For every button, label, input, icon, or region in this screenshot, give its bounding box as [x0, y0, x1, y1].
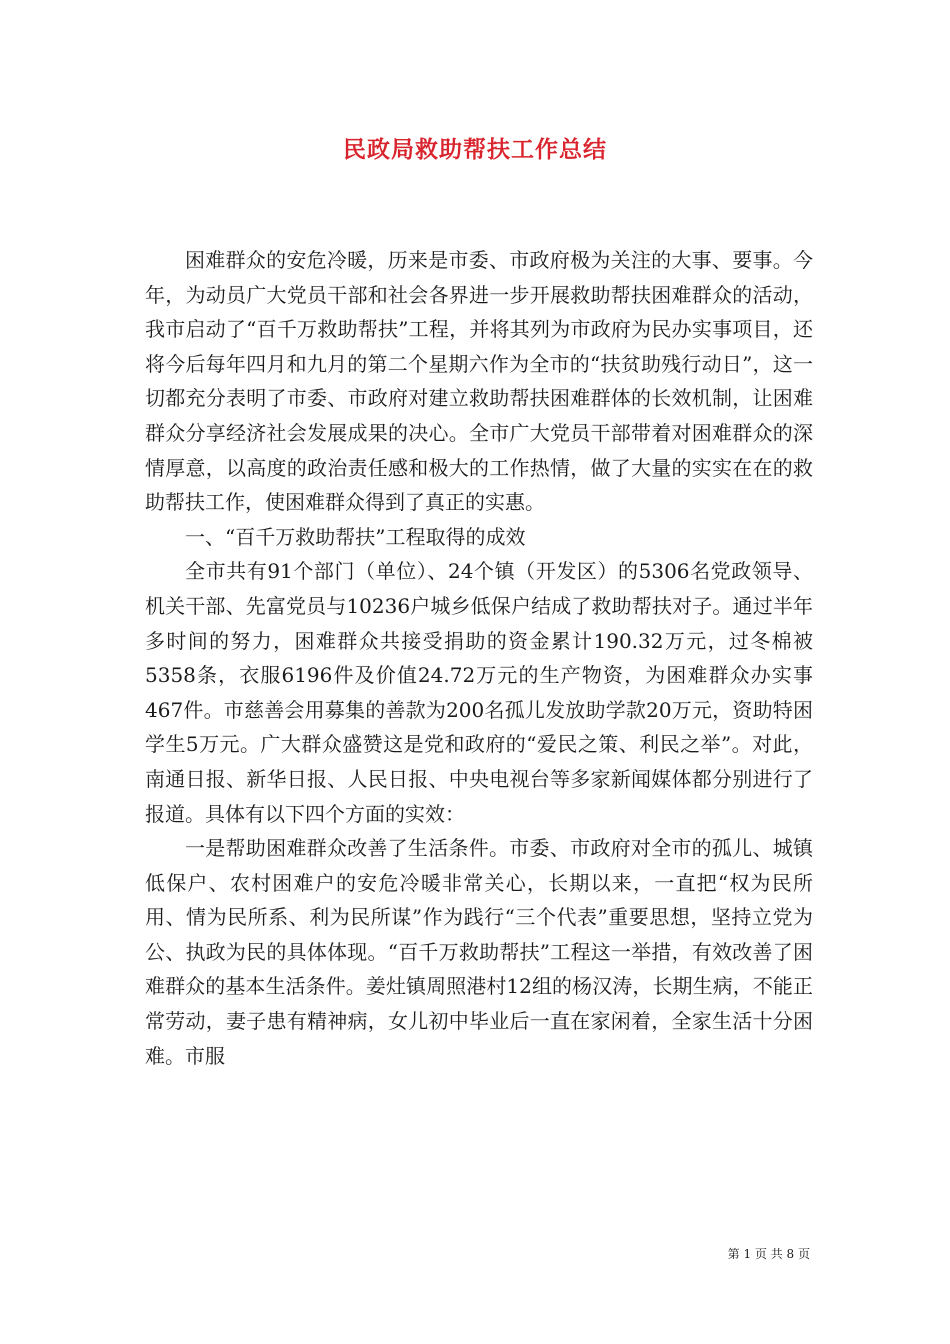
- document-body: [145, 243, 813, 1073]
- page-number: 第 1 页 共 8 页: [727, 1247, 810, 1261]
- paragraph-results: 全市共有91个部门（单位）、24个镇（开发区）的5306名党政领导、机关干部、先富党员与10236户城乡低保户结成了救助帮扶对子。通过半年多时间的努力，困难群众共接受捐助的资金累计190.32万元，过冬棉被5358条，衣服6196件及价值24.72万元的生产物资，为困难群众办实事467件。市慈善会用募集的善款为200名孤儿发放助学款20万元，资助特困学生5万元。广大群众盛赞这是党和政府的“爱民之策、利民之举”。对此，南通日报、新华日报、人民日报、中央电视台等多家新闻媒体都分别进行了报道。具体有以下四个方面的实效：: [145, 559, 813, 826]
- paragraph-intro: 困难群众的安危冷暖，历来是市委、市政府极为关注的大事、要事。今年，为动员广大党员干部和社会各界进一步开展救助帮扶困难群众的活动，我市启动了“百千万救助帮扶”工程，并将其列为市政府为民办实事项目，还将今后每年四月和九月的第二个星期六作为全市的“扶贫助残行动日”，这一切都充分表明了市委、市政府对建立救助帮扶困难群体的长效机制，让困难群众分享经济社会发展成果的决心。全市广大党员干部带着对困难群众的深情厚意，以高度的政治责任感和极大的工作热情，做了大量的实实在在的救助帮扶工作，使困难群众得到了真正的实惠。: [145, 248, 813, 515]
- page-title: 民政局救助帮扶工作总结: [343, 136, 607, 163]
- paragraph-living-conditions: 一是帮助困难群众改善了生活条件。市委、市政府对全市的孤儿、城镇低保户、农村困难户的安危冷暖非常关心，长期以来，一直把“权为民所用、情为民所系、利为民所谋”作为践行“三个代表”重要思想，坚持立党为公、执政为民的具体体现。“百千万救助帮扶”工程这一举措，有效改善了困难群众的基本生活条件。姜灶镇周照港村12组的杨汉涛，长期生病，不能正常劳动，妻子患有精神病，女儿初中毕业后一直在家闲着，全家生活十分困难。市服: [145, 836, 813, 1068]
- section-heading: 一、“百千万救助帮扶”工程取得的成效: [185, 524, 526, 549]
